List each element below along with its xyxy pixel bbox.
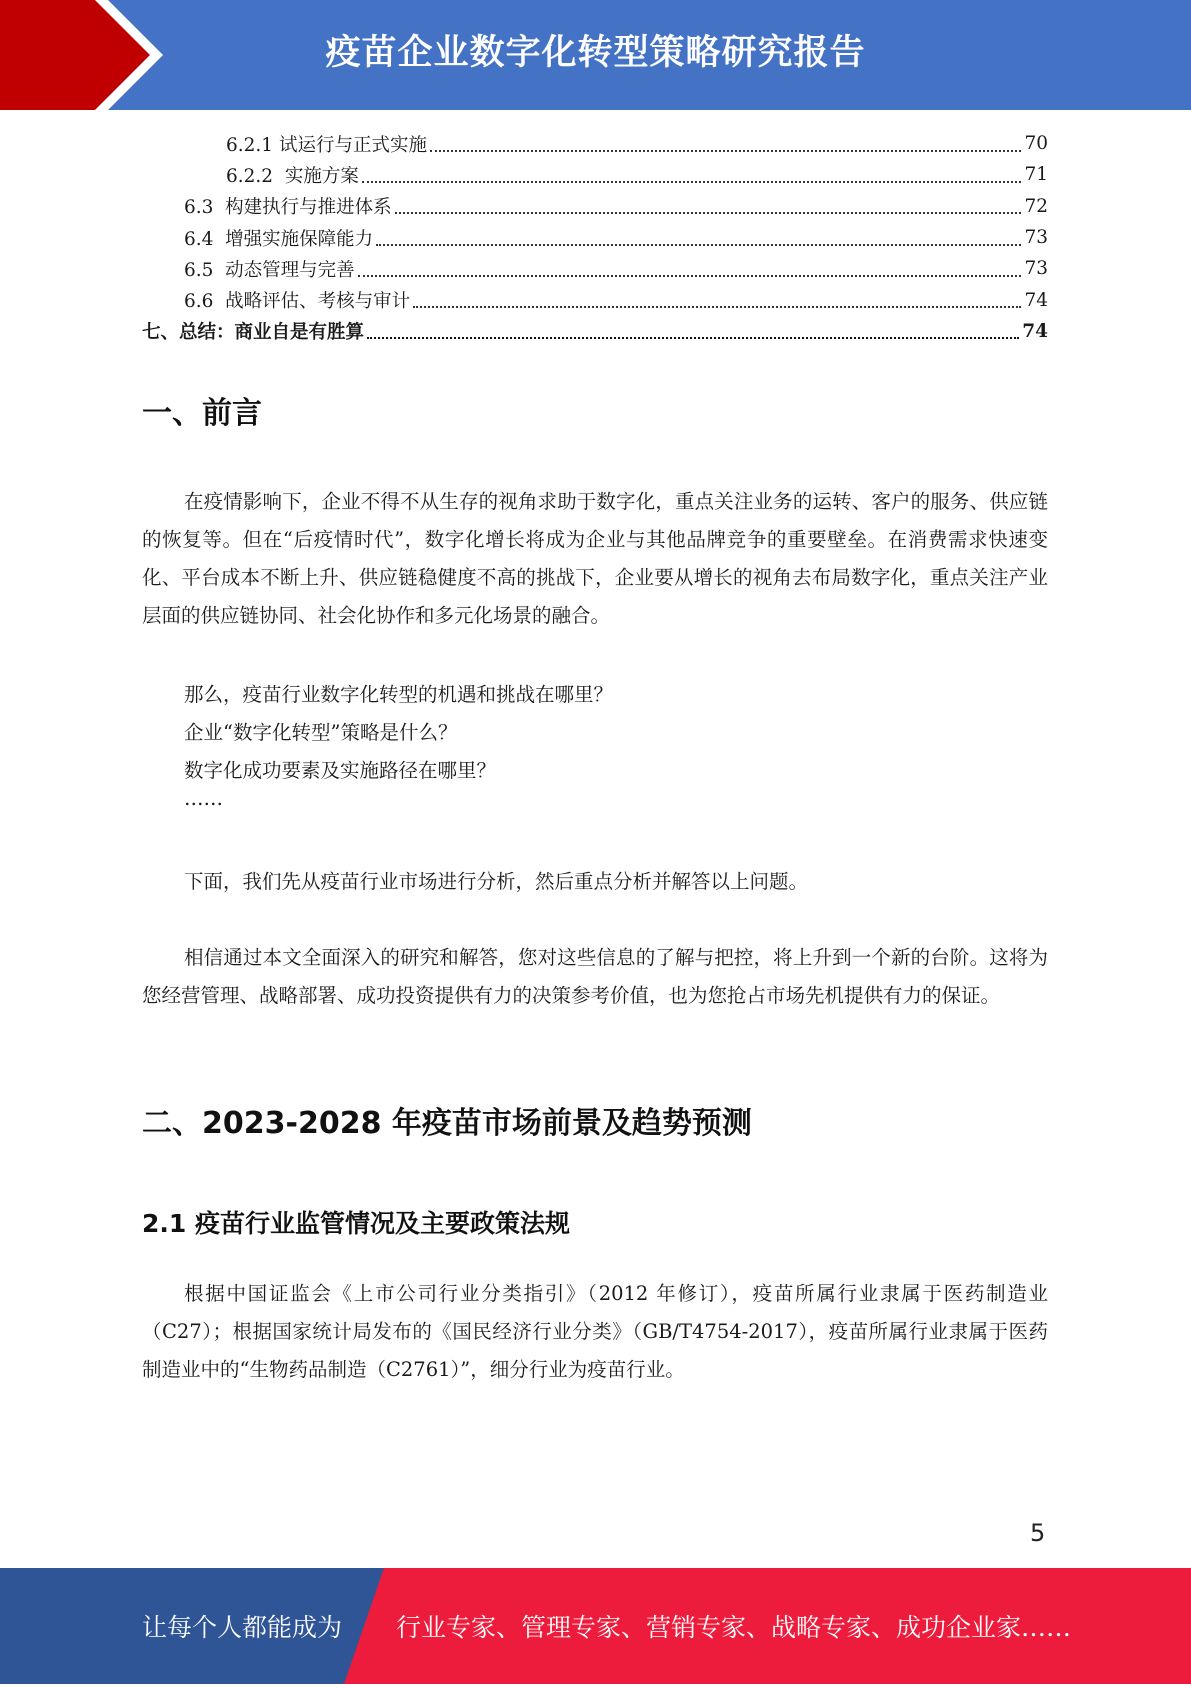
preface-paragraph: 在疫情影响下，企业不得不从生存的视角求助于数字化，重点关注业务的运转、客户的服务、供应链的恢复等。但在“后疫情时代”，数字化增长将成为企业与其他品牌竞争的重要壁垒。在消费需求快速变化、平台成本不断上升、供应链稳健度不高的挑战下，企业要从增长的视角去布局数字化，重点关注产业层面的供应链协同、社会化协作和多元化场景的融合。 xyxy=(142,490,1048,627)
toc-entry-label: 6.4 增强实施保障能力 xyxy=(184,228,374,250)
toc-entry[interactable] xyxy=(142,128,1048,159)
question-line: 数字化成功要素及实施路径在哪里？ xyxy=(184,759,497,782)
table-of-contents xyxy=(142,128,1048,347)
toc-entry-page: 71 xyxy=(1024,164,1048,186)
toc-entry-label: 七、总结：商业自是有胜算 xyxy=(142,322,365,344)
analysis-intro-paragraph: 下面，我们先从疫苗行业市场进行分析，然后重点分析并解答以上问题。 xyxy=(184,870,809,893)
toc-leader-dots xyxy=(362,181,1022,183)
section-heading-preface: 一、前言 xyxy=(142,396,262,431)
toc-entry[interactable] xyxy=(142,191,1048,222)
toc-leader-dots xyxy=(367,337,1019,339)
toc-entry-page: 73 xyxy=(1024,258,1048,280)
toc-entry[interactable] xyxy=(142,222,1048,253)
question-line: 那么，疫苗行业数字化转型的机遇和挑战在哪里？ xyxy=(184,683,614,706)
toc-leader-dots xyxy=(430,150,1021,152)
toc-entry-label: 6.2.1 试运行与正式实施 xyxy=(226,134,427,156)
toc-entry[interactable] xyxy=(142,284,1048,315)
toc-entry-label: 6.2.2 实施方案 xyxy=(226,165,359,187)
page-header xyxy=(0,0,1191,110)
toc-entry-page: 73 xyxy=(1024,227,1048,249)
question-ellipsis: …… xyxy=(184,787,223,810)
report-title: 疫苗企业数字化转型策略研究报告 xyxy=(325,33,866,73)
toc-entry-label: 6.6 战略评估、考核与审计 xyxy=(184,291,411,313)
section-heading-market-forecast: 二、2023-2028 年疫苗市场前景及趋势预测 xyxy=(142,1106,752,1141)
page-footer xyxy=(0,1568,1191,1684)
toc-entry[interactable] xyxy=(142,316,1048,347)
toc-entry-page: 74 xyxy=(1022,320,1048,342)
question-line: 企业“数字化转型”策略是什么？ xyxy=(184,721,458,744)
footer-slogan-left: 让每个人都能成为 xyxy=(142,1613,343,1642)
toc-leader-dots xyxy=(358,275,1022,277)
value-paragraph: 相信通过本文全面深入的研究和解答，您对这些信息的了解与把控，将上升到一个新的台阶。这将为您经营管理、战略部署、成功投资提供有力的决策参考价值，也为您抢占市场先机提供有力的保证。 xyxy=(142,946,1048,1007)
toc-leader-dots xyxy=(413,306,1021,308)
toc-entry-label: 6.3 构建执行与推进体系 xyxy=(184,197,392,219)
regulation-paragraph: 根据中国证监会《上市公司行业分类指引》（2012 年修订），疫苗所属行业隶属于医药制造业（C27）；根据国家统计局发布的《国民经济行业分类》（GB/T4754-2017），疫苗所属行业隶属于医药制造业中的“生物药品制造（C2761）”，细分行业为疫苗行业。 xyxy=(142,1282,1048,1381)
page-number: 5 xyxy=(1030,1519,1046,1547)
toc-entry-label: 6.5 动态管理与完善 xyxy=(184,259,355,281)
toc-entry-page: 70 xyxy=(1024,133,1048,155)
toc-leader-dots xyxy=(395,212,1022,214)
footer-slogan-right: 行业专家、管理专家、营销专家、战略专家、成功企业家…… xyxy=(396,1613,1072,1642)
toc-leader-dots xyxy=(376,244,1021,246)
toc-entry-page: 74 xyxy=(1024,289,1048,311)
toc-entry[interactable] xyxy=(142,159,1048,190)
subsection-heading-regulation: 2.1 疫苗行业监管情况及主要政策法规 xyxy=(142,1209,570,1238)
toc-entry[interactable] xyxy=(142,253,1048,284)
toc-entry-page: 72 xyxy=(1024,195,1048,217)
